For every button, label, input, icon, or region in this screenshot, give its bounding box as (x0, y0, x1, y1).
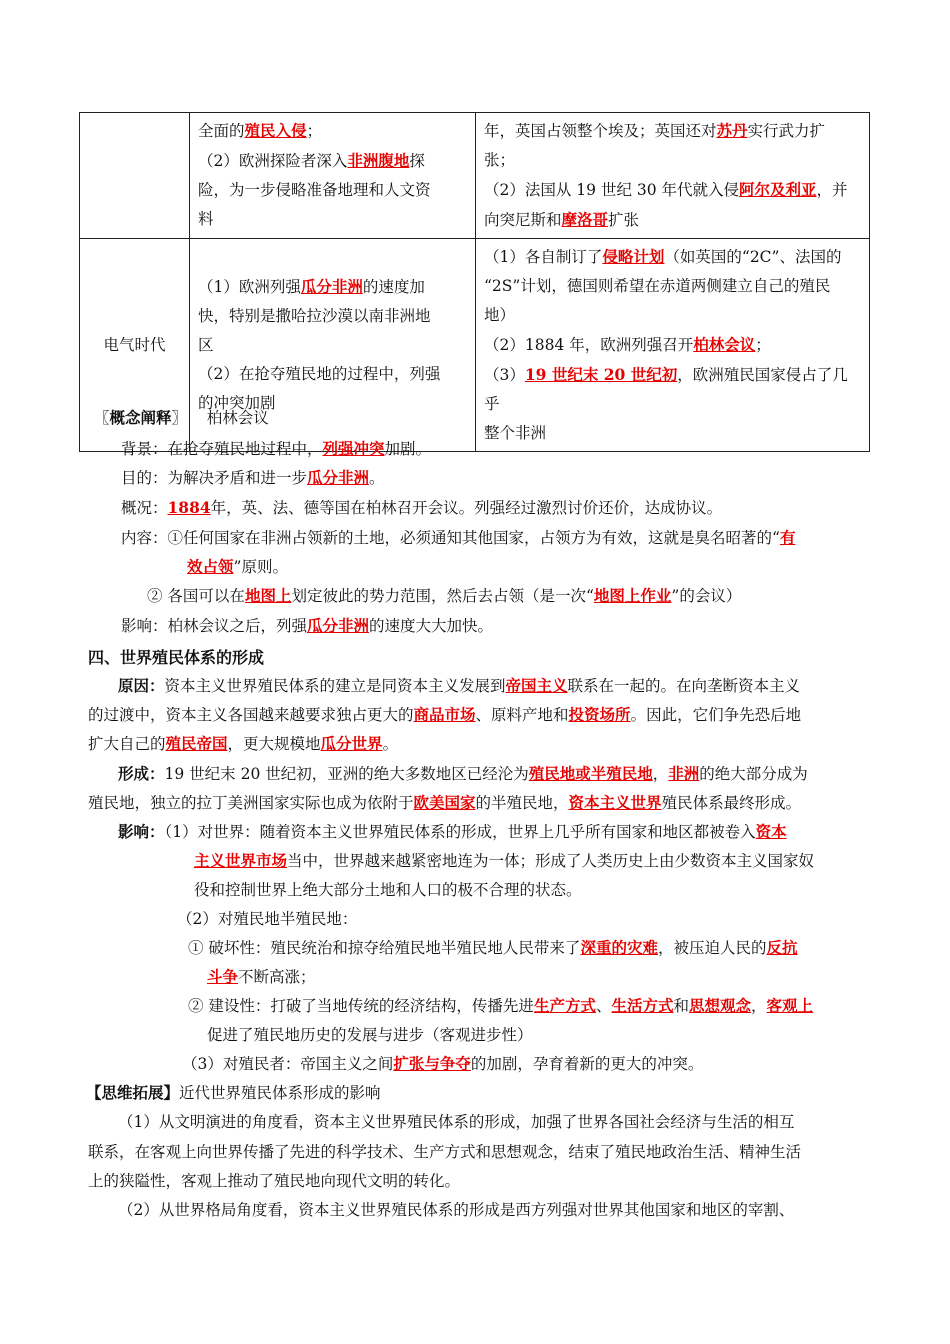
concept-effect: 影响：柏林会议之后，列强瓜分非洲的速度大大加快。 (121, 616, 494, 635)
features-cell: （1）欧洲列强瓜分非洲的速度加 快，特别是撒哈拉沙漠以南非洲地 区 （2）在抢夺殖民地的过程中，列强 的冲突加剧 (190, 239, 476, 452)
period-cell (80, 113, 190, 239)
period-cell: 电气时代 (80, 239, 190, 452)
concept-background: 背景：在抢夺殖民地过程中，列强冲突加剧。 (121, 439, 432, 458)
thinking-p2-l1: （2）从世界格局角度看，资本主义世界殖民体系的形成是西方列强对世界其他国家和地区的宰割、 (118, 1201, 795, 1219)
impact-constructive-cont: 促进了殖民地历史的发展与进步（客观进步性） (207, 1026, 533, 1044)
history-table (79, 112, 870, 452)
impact-colonizers: （3）对殖民者：帝国主义之间扩张与争夺的加剧，孕育着新的更大的冲突。 (182, 1054, 704, 1073)
impact-constructive: ② 建设性：打破了当地传统的经济结构，传播先进生产方式、生活方式和思想观念，客观上 (188, 996, 814, 1015)
table-row (80, 113, 870, 239)
concept-content-1-cont: 效占领”原则。 (187, 557, 288, 576)
events-cell: 年，英国占领整个埃及；英国还对苏丹实行武力扩 张； （2）法国从 19 世纪 30 年代就入侵阿尔及利亚，并 向突尼斯和摩洛哥扩张 (476, 113, 870, 239)
impact-line-2: 主义世界市场当中，世界越来越紧密地连为一体；形成了人类历史上由少数资本主义国家奴 (194, 851, 815, 870)
cause-line-3: 扩大自己的殖民帝国，更大规模地瓜分世界。 (88, 734, 399, 753)
thinking-p1-l2: 联系，在客观上向世界传播了先进的科学技术、生产方式和思想观念，结束了殖民地政治生活、精神生活 (88, 1143, 802, 1161)
thinking-p1-l1: （1）从文明演进的角度看，资本主义世界殖民体系的形成，加强了世界各国社会经济与生活的相互 (118, 1113, 795, 1131)
impact-destructive-cont: 斗争不断高涨； (207, 967, 316, 986)
features-cell: 全面的殖民入侵； （2）欧洲探险者深入非洲腹地探 险，为一步侵略准备地理和人文资 料 (190, 113, 476, 239)
section-title: 四、世界殖民体系的形成 (88, 648, 265, 667)
formation-line-1: 形成：19 世纪末 20 世纪初，亚洲的绝大多数地区已经沦为殖民地或半殖民地，非洲的绝大部分成为 (118, 764, 808, 783)
impact-destructive: ① 破坏性：殖民统治和掠夺给殖民地半殖民地人民带来了深重的灾难，被压迫人民的反抗 (188, 938, 798, 957)
concept-content-1: 内容：①任何国家在非洲占领新的土地，必须通知其他国家，占领方为有效，这就是臭名昭著的“有 (121, 528, 796, 547)
concept-content-2: ② 各国可以在地图上划定彼此的势力范围，然后去占领（是一次“地图上作业”的会议） (147, 586, 742, 605)
concept-summary: 概况：1884年，英、法、德等国在柏林召开会议。列强经过激烈讨价还价，达成协议。 (121, 498, 723, 517)
concept-aim: 目的：为解决矛盾和进一步瓜分非洲。 (121, 468, 385, 487)
impact-colonies: （2）对殖民地半殖民地： (177, 910, 358, 928)
formation-line-2: 殖民地，独立的拉丁美洲国家实际也成为依附于欧美国家的半殖民地，资本主义世界殖民体系最终形成。 (88, 793, 802, 812)
cause-line-2: 的过渡中，资本主义各国越来越要求独占更大的商品市场、原料产地和投资场所。因此，它们争先恐后地 (88, 705, 802, 724)
events-cell: （1）各自制订了侵略计划（如英国的“2C”、法国的 “2S”计划，德国则希望在赤道两侧建立自己的殖民 地） （2）1884 年，欧洲列强召开柏林会议； （3）19 世纪末 20 世纪初，欧洲殖民国家侵占了几乎 整个非洲 (476, 239, 870, 452)
impact-line-3: 役和控制世界上绝大部分土地和人口的极不合理的状态。 (194, 881, 582, 899)
impact-line-1: 影响：（1）对世界：随着资本主义世界殖民体系的形成，世界上几乎所有国家和地区都被卷入资本 (118, 822, 787, 841)
cause-line-1: 原因：资本主义世界殖民体系的建立是同资本主义发展到帝国主义联系在一起的。在向垄断资本主义 (118, 676, 801, 695)
thinking-p1-l3: 上的狭隘性，客观上推动了殖民地向现代文明的转化。 (88, 1172, 461, 1190)
concept-heading: 〖概念阐释〗 柏林会议 (94, 408, 269, 427)
thinking-heading: 【思维拓展】近代世界殖民体系形成的影响 (86, 1083, 381, 1102)
